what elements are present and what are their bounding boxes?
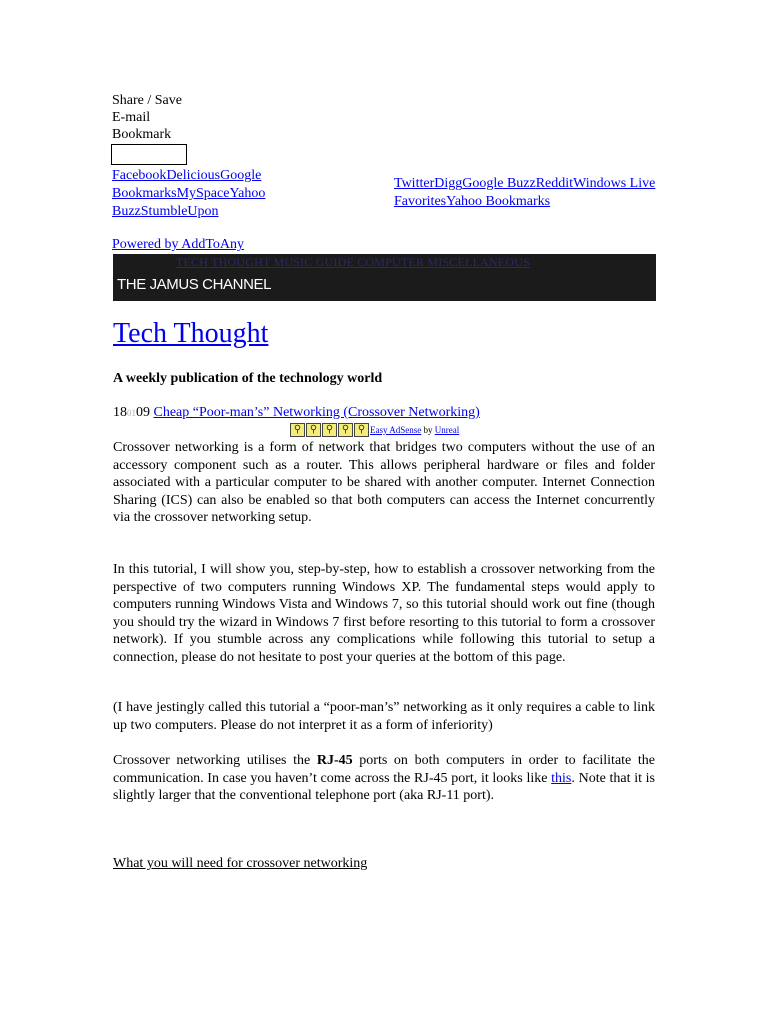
share-link-windows-live-favorites[interactable]: Windows Live Favorites <box>394 176 656 209</box>
post-date-month: 01 <box>127 408 136 418</box>
share-link-reddit[interactable]: Reddit <box>535 176 574 191</box>
share-links-right <box>394 175 656 211</box>
site-tagline: A weekly publication of the technology world <box>113 371 383 386</box>
share-link-myspace[interactable]: MySpace <box>176 186 230 201</box>
post-date-year: 09 <box>136 405 150 420</box>
adsense-icons <box>290 423 370 437</box>
share-link-yahoo-bookmarks[interactable]: Yahoo Bookmarks <box>446 194 551 209</box>
post-date-day: 18 <box>113 405 127 420</box>
p4-text-3: . Note that it is slightly larger that the conventional telephone port (aka RJ-11 port). <box>113 770 656 803</box>
post-paragraph-4 <box>113 752 655 805</box>
share-icon-2[interactable]: ⚲ <box>306 423 321 437</box>
site-banner <box>113 254 656 301</box>
share-link-google-buzz[interactable]: Google Buzz <box>462 176 536 191</box>
share-link-stumbleupon[interactable]: StumbleUpon <box>140 204 219 219</box>
powered-by-addtoany-link[interactable]: Powered by AddToAny <box>112 237 245 252</box>
adsense-link[interactable]: Easy AdSense <box>370 425 422 435</box>
email-label[interactable]: E-mail <box>112 110 151 125</box>
share-link-delicious[interactable]: Delicious <box>166 168 221 183</box>
share-link-digg[interactable]: Digg <box>434 176 463 191</box>
section-heading: What you will need for crossover networking <box>113 856 368 871</box>
share-icon-4[interactable]: ⚲ <box>338 423 353 437</box>
banner-nav-links[interactable]: TECH THOUGHT MUSIC GUIDE COMPUTER MISCELLANEOUS <box>176 255 530 269</box>
share-links-left <box>112 167 287 221</box>
p4-text-1: Crossover networking utilises the <box>113 753 317 768</box>
post-paragraph-2: In this tutorial, I will show you, step-by-step, how to establish a crossover networking from the perspective of two computers running Windows XP. The fundamental steps would apply to computers running Windows Vista and Windows 7, so this tutorial should work out fine (though you should try the wizard in Windows 7 first before resorting to this tutorial to form a crossover network). If you stumble across any complications while following this tutorial to setup a connection, please do not hesitate to post your queries at the bottom of this page. <box>113 562 655 665</box>
share-icon-5[interactable]: ⚲ <box>354 423 369 437</box>
rj45-bold: RJ-45 <box>316 753 353 768</box>
share-save-label[interactable]: Share / Save <box>112 93 182 108</box>
share-link-google-bookmarks[interactable]: Google Bookmarks <box>112 168 262 201</box>
bookmark-input-box[interactable] <box>111 144 187 165</box>
bookmark-label[interactable]: Bookmark <box>112 127 172 142</box>
adsense-strip <box>290 422 459 438</box>
post-paragraph-1: Crossover networking is a form of network that bridges two computers without the use of an accessory component such as a router. This allows peripheral hardware or files and folder associated with a particular computer to be shared with another computer. Internet Connection Sharing (ICS) can also be enabled so that both computers can access the Internet concurrently via the crossover networking setup. <box>113 440 655 525</box>
adsense-author-link[interactable]: Unreal <box>434 425 460 435</box>
share-icon-1[interactable]: ⚲ <box>290 423 305 437</box>
share-icon-3[interactable]: ⚲ <box>322 423 337 437</box>
post-title-link[interactable]: Cheap “Poor-man’s” Networking (Crossover Networking) <box>153 405 480 420</box>
rj45-image-link[interactable]: this <box>551 770 572 786</box>
share-link-twitter[interactable]: Twitter <box>394 176 435 191</box>
banner-title: THE JAMUS CHANNEL <box>117 276 272 293</box>
site-title-link[interactable]: Tech Thought <box>113 318 269 349</box>
share-save-block <box>112 92 182 143</box>
p4-text-2: ports on both computers in order to facilitate the communication. In case you haven’t come across the RJ-45 port, it looks like <box>113 753 656 786</box>
post-header <box>113 405 480 421</box>
share-link-facebook[interactable]: Facebook <box>112 168 167 183</box>
post-paragraph-3: (I have jestingly called this tutorial a “poor-man’s” networking as it only requires a cable to link up two computers. Please do not interpret it as a form of inferiority) <box>113 700 655 733</box>
share-link-yahoo-buzz[interactable]: Yahoo Buzz <box>112 186 266 219</box>
adsense-by: by <box>423 425 433 435</box>
